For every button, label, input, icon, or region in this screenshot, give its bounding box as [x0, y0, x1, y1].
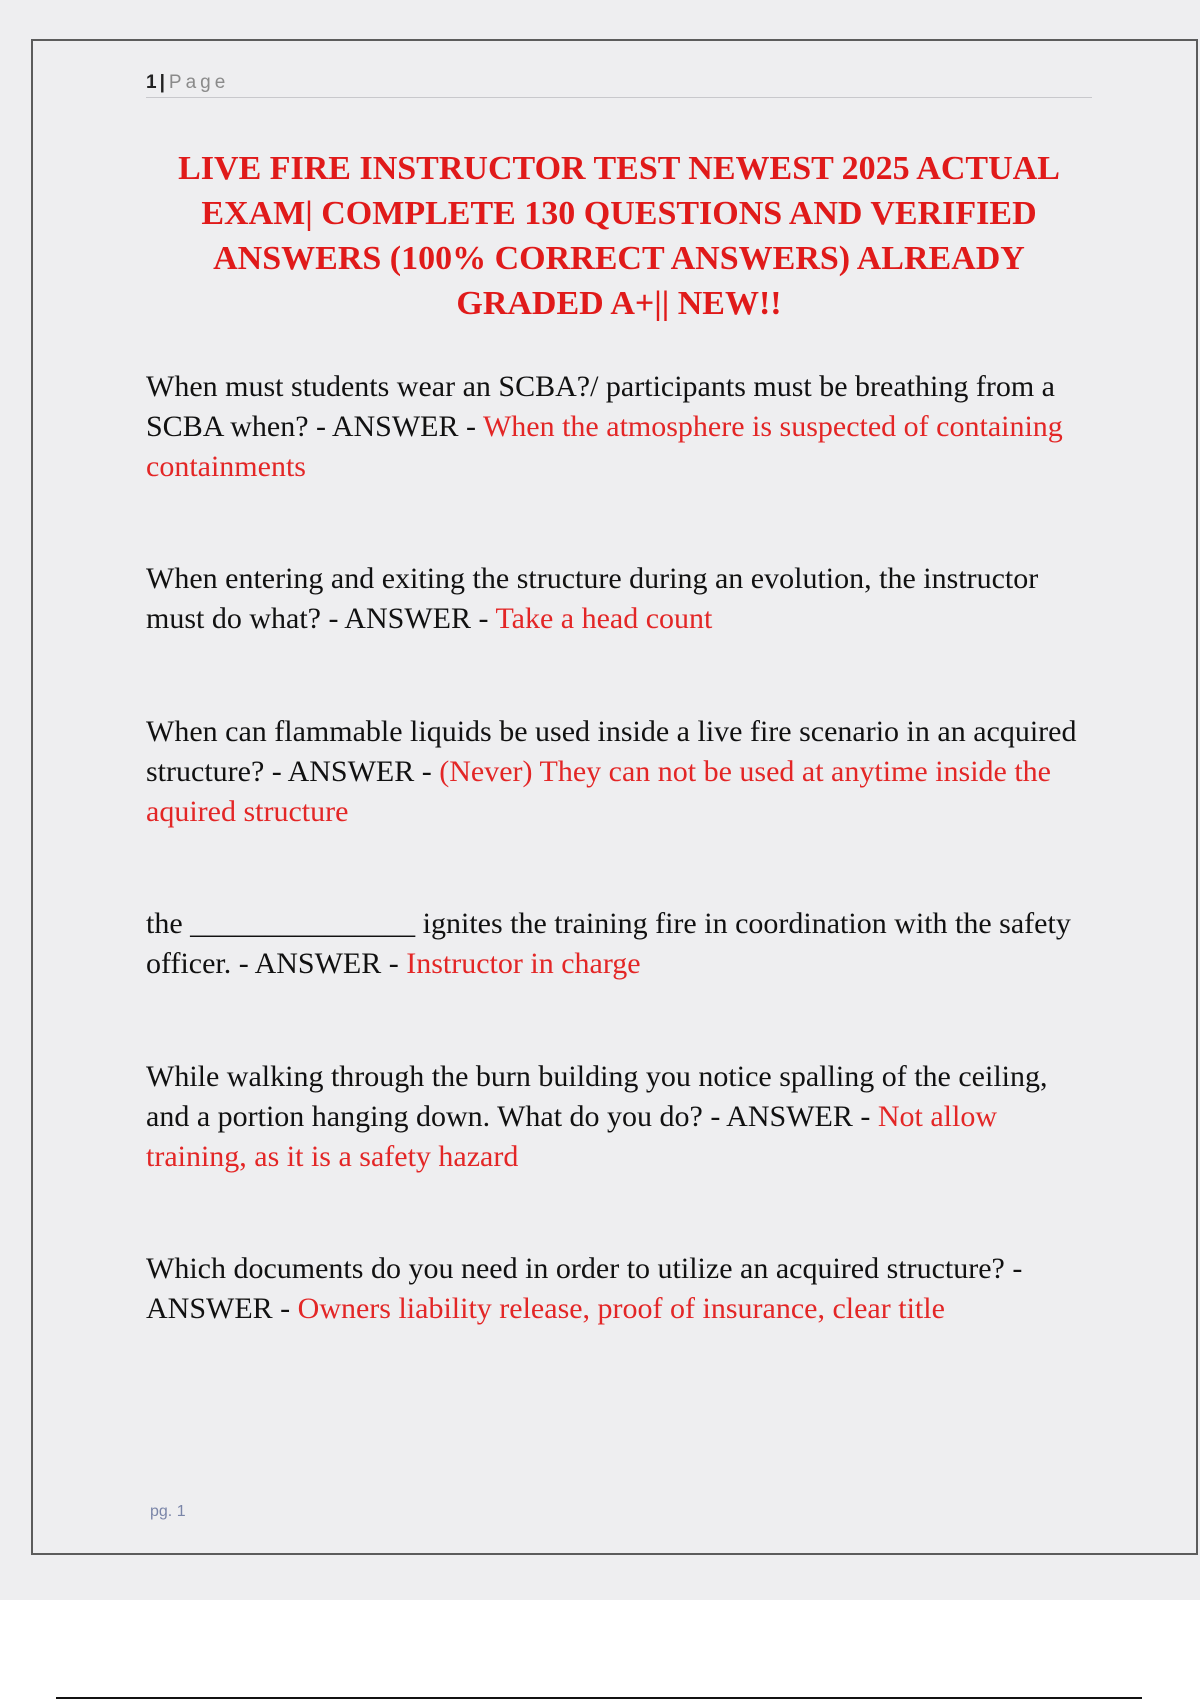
document-page: [31, 39, 1198, 1555]
page-word: Page: [168, 72, 230, 93]
qa-item-1: [146, 367, 1096, 487]
question-text: When must students wear an SCBA?/ participants must be breathing from a SCBA when? - ANSWER -: [146, 370, 1055, 443]
page-header: [146, 71, 1092, 98]
question-text: the _______________ ignites the training fire in coordination with the safety officer. - ANSWER -: [146, 907, 1071, 980]
qa-item-4: [146, 904, 1096, 984]
question-text: When can flammable liquids be used inside a live fire scenario in an acquired structure? - ANSWER -: [146, 715, 1077, 788]
bottom-divider: [56, 1697, 1142, 1699]
answer-text: Owners liability release, proof of insurance, clear title: [297, 1292, 945, 1325]
qa-item-6: [146, 1249, 1096, 1329]
answer-text: Not allow training, as it is a safety hazard: [146, 1100, 997, 1173]
answer-text: Instructor in charge: [406, 947, 641, 980]
question-text: Which documents do you need in order to utilize an acquired structure? - ANSWER -: [146, 1252, 1023, 1325]
answer-text: Take a head count: [495, 602, 713, 635]
qa-item-5: [146, 1057, 1096, 1177]
answer-text: When the atmosphere is suspected of containing containments: [146, 410, 1063, 483]
question-text: While walking through the burn building you notice spalling of the ceiling, and a portion hanging down. What do you do? - ANSWER -: [146, 1060, 1048, 1133]
answer-text: (Never) They can not be used at anytime inside the aquired structure: [146, 755, 1051, 828]
document-title: LIVE FIRE INSTRUCTOR TEST NEWEST 2025 ACTUAL EXAM| COMPLETE 130 QUESTIONS AND VERIFIED ANSWERS (100% CORRECT ANSWERS) ALREADY GRADED A+|| NEW!!: [178, 150, 1060, 322]
question-text: When entering and exiting the structure during an evolution, the instructor must do what? - ANSWER -: [146, 562, 1039, 635]
qa-item-2: [146, 559, 1096, 639]
page-number: 1: [146, 72, 157, 93]
page-footer: pg. 1: [150, 1503, 186, 1520]
qa-item-3: [146, 712, 1096, 832]
page-separator: |: [159, 72, 165, 93]
